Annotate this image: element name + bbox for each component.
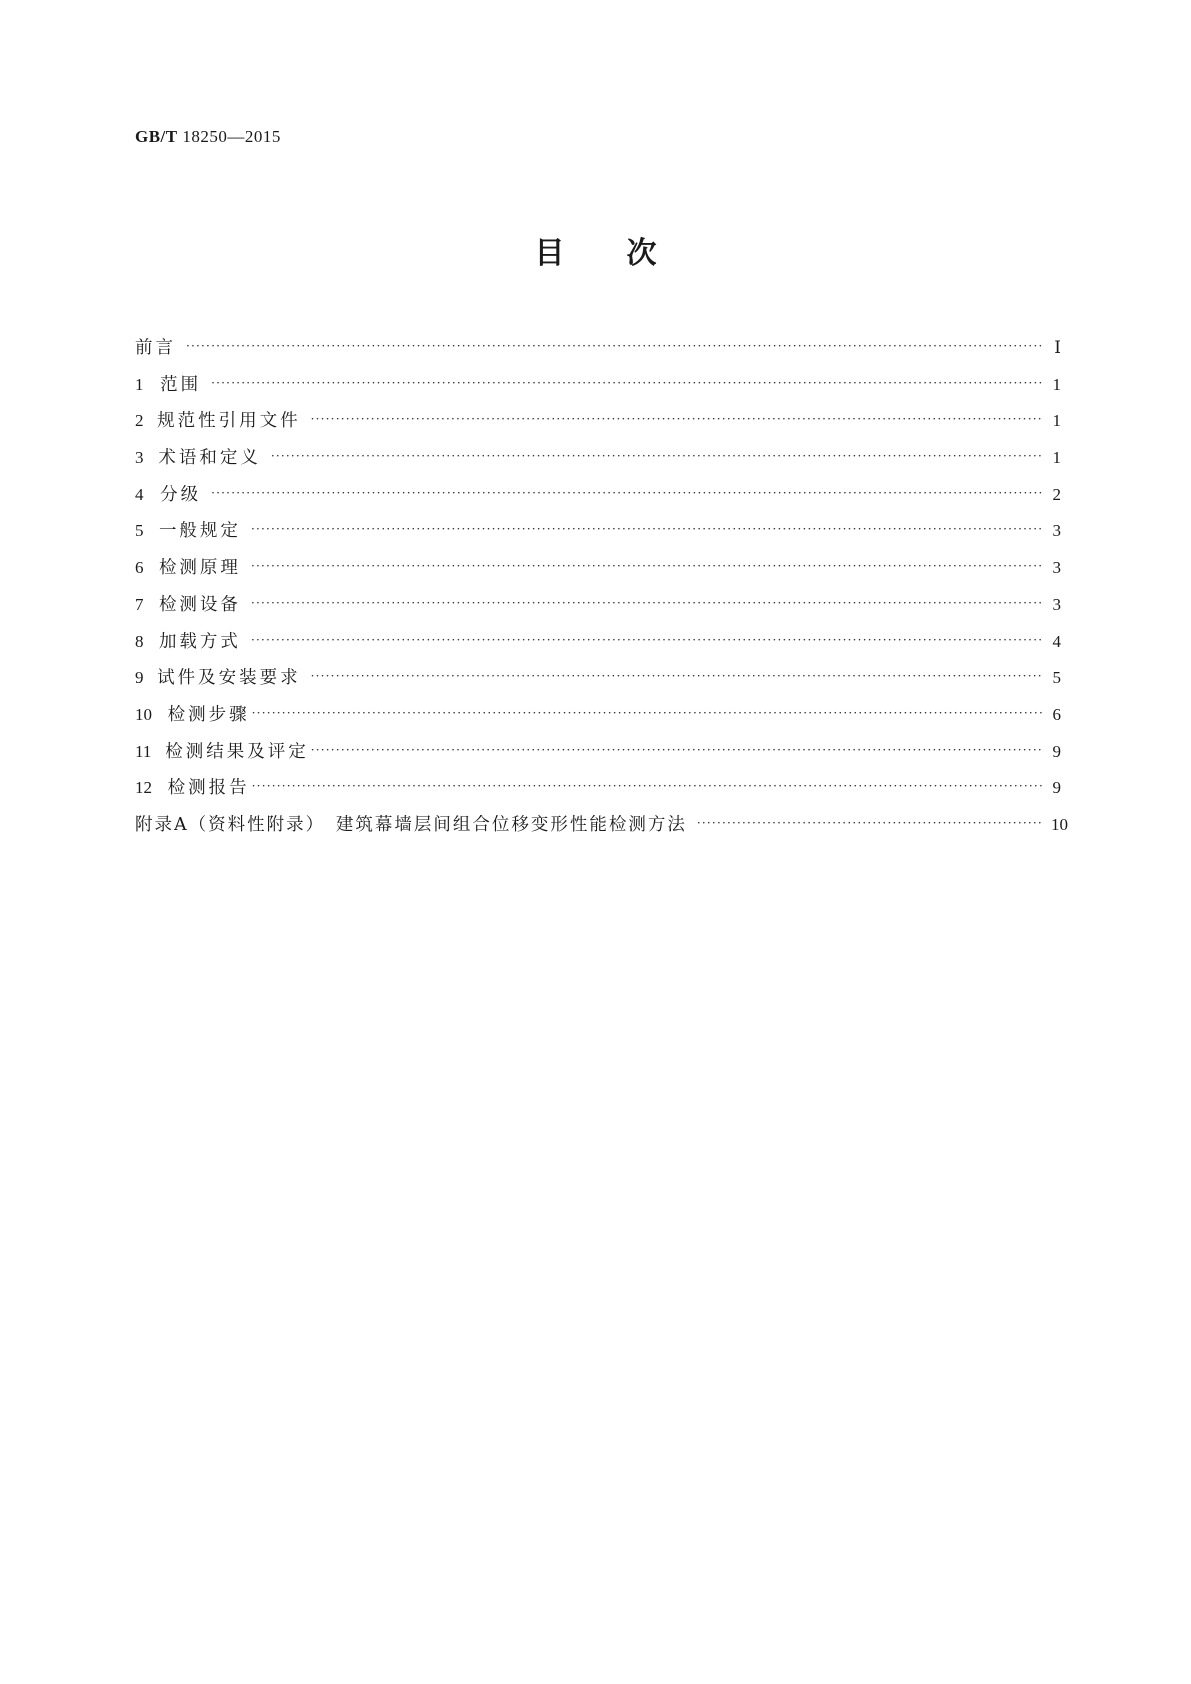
- toc-leader-dots: [186, 328, 1043, 365]
- toc-entry-page: 9: [1052, 741, 1061, 761]
- toc-leader-dots: [252, 768, 1043, 805]
- toc-entry-number: 3: [135, 448, 144, 468]
- document-header: [135, 127, 281, 147]
- toc-entry-label: 分级: [160, 484, 202, 505]
- toc-leader-dots: [311, 401, 1043, 438]
- toc-entry-page: 1: [1052, 374, 1061, 394]
- toc-entry-page: 6: [1052, 704, 1061, 724]
- toc-entry-label: 检测步骤: [167, 704, 250, 725]
- toc-entry-3[interactable]: [135, 440, 1061, 477]
- toc-entry-number: 6: [135, 558, 144, 578]
- toc-leader-dots: [697, 805, 1043, 842]
- toc-entry-number: 7: [135, 594, 144, 614]
- toc-entry-label: 加载方式: [158, 631, 241, 652]
- toc-entry-number: 12: [135, 778, 152, 798]
- page-title: 目次: [534, 236, 719, 271]
- toc-entry-11[interactable]: [135, 734, 1061, 771]
- toc-leader-dots: [311, 658, 1043, 695]
- toc-entry-page: 3: [1052, 558, 1061, 578]
- toc-entry-label: 一般规定: [158, 521, 241, 542]
- toc-entry-label: 试件及安装要求: [157, 668, 301, 689]
- toc-leader-dots: [251, 585, 1043, 622]
- toc-entry-number: 11: [135, 741, 152, 761]
- toc-entry-page: 5: [1052, 668, 1061, 688]
- toc-entry-number: 5: [135, 521, 144, 541]
- table-of-contents: [135, 330, 1068, 844]
- toc-entry-label: 检测结果及评定: [165, 741, 309, 762]
- toc-entry-page: 10: [1051, 814, 1068, 834]
- toc-entry-4[interactable]: [135, 477, 1061, 514]
- toc-entry-number: 1: [135, 374, 144, 394]
- toc-entry-6[interactable]: [135, 550, 1061, 587]
- toc-leader-dots: [271, 438, 1043, 475]
- toc-entry-12[interactable]: [135, 770, 1061, 807]
- toc-leader-dots: [311, 732, 1043, 769]
- toc-entry-5[interactable]: [135, 513, 1061, 550]
- toc-entry-7[interactable]: [135, 587, 1061, 624]
- toc-entry-page: 2: [1052, 484, 1061, 504]
- standard-number: 18250—2015: [182, 127, 281, 146]
- toc-entry-page: 1: [1052, 448, 1061, 468]
- toc-leader-dots: [252, 695, 1043, 732]
- toc-entry-9[interactable]: [135, 660, 1061, 697]
- toc-leader-dots: [211, 475, 1043, 512]
- toc-entry-label: 前言: [135, 338, 176, 358]
- toc-entry-10[interactable]: [135, 697, 1061, 734]
- toc-entry-page: 4: [1052, 631, 1061, 651]
- toc-entry-label: 检测原理: [158, 558, 241, 579]
- toc-entry-number: 4: [135, 484, 144, 504]
- toc-entry-page: 3: [1052, 521, 1061, 541]
- toc-entry-foreword[interactable]: [135, 330, 1061, 367]
- toc-entry-label: 术语和定义: [158, 448, 261, 469]
- toc-entry-label: 附录A（资料性附录） 建筑幕墙层间组合位移变形性能检测方法: [135, 814, 687, 835]
- toc-entry-label: 规范性引用文件: [157, 411, 301, 432]
- toc-entry-page: 3: [1052, 594, 1061, 614]
- toc-entry-number: 10: [135, 704, 152, 724]
- toc-entry-label: 检测设备: [158, 594, 241, 615]
- toc-entry-number: 8: [135, 631, 144, 651]
- toc-entry-number: 9: [135, 668, 144, 688]
- toc-entry-1[interactable]: [135, 367, 1061, 404]
- toc-entry-page: 1: [1052, 411, 1061, 431]
- toc-leader-dots: [251, 511, 1043, 548]
- toc-entry-page: Ⅰ: [1054, 338, 1061, 357]
- toc-leader-dots: [211, 365, 1043, 402]
- toc-entry-page: 9: [1052, 778, 1061, 798]
- toc-entry-label: 范围: [160, 374, 202, 395]
- toc-entry-8[interactable]: [135, 624, 1061, 661]
- standard-code: GB/T: [135, 127, 178, 146]
- toc-leader-dots: [251, 622, 1043, 659]
- toc-entry-annex-a[interactable]: [135, 807, 1068, 844]
- toc-entry-2[interactable]: [135, 403, 1061, 440]
- toc-leader-dots: [251, 548, 1043, 585]
- toc-entry-number: 2: [135, 411, 144, 431]
- toc-entry-label: 检测报告: [167, 778, 250, 799]
